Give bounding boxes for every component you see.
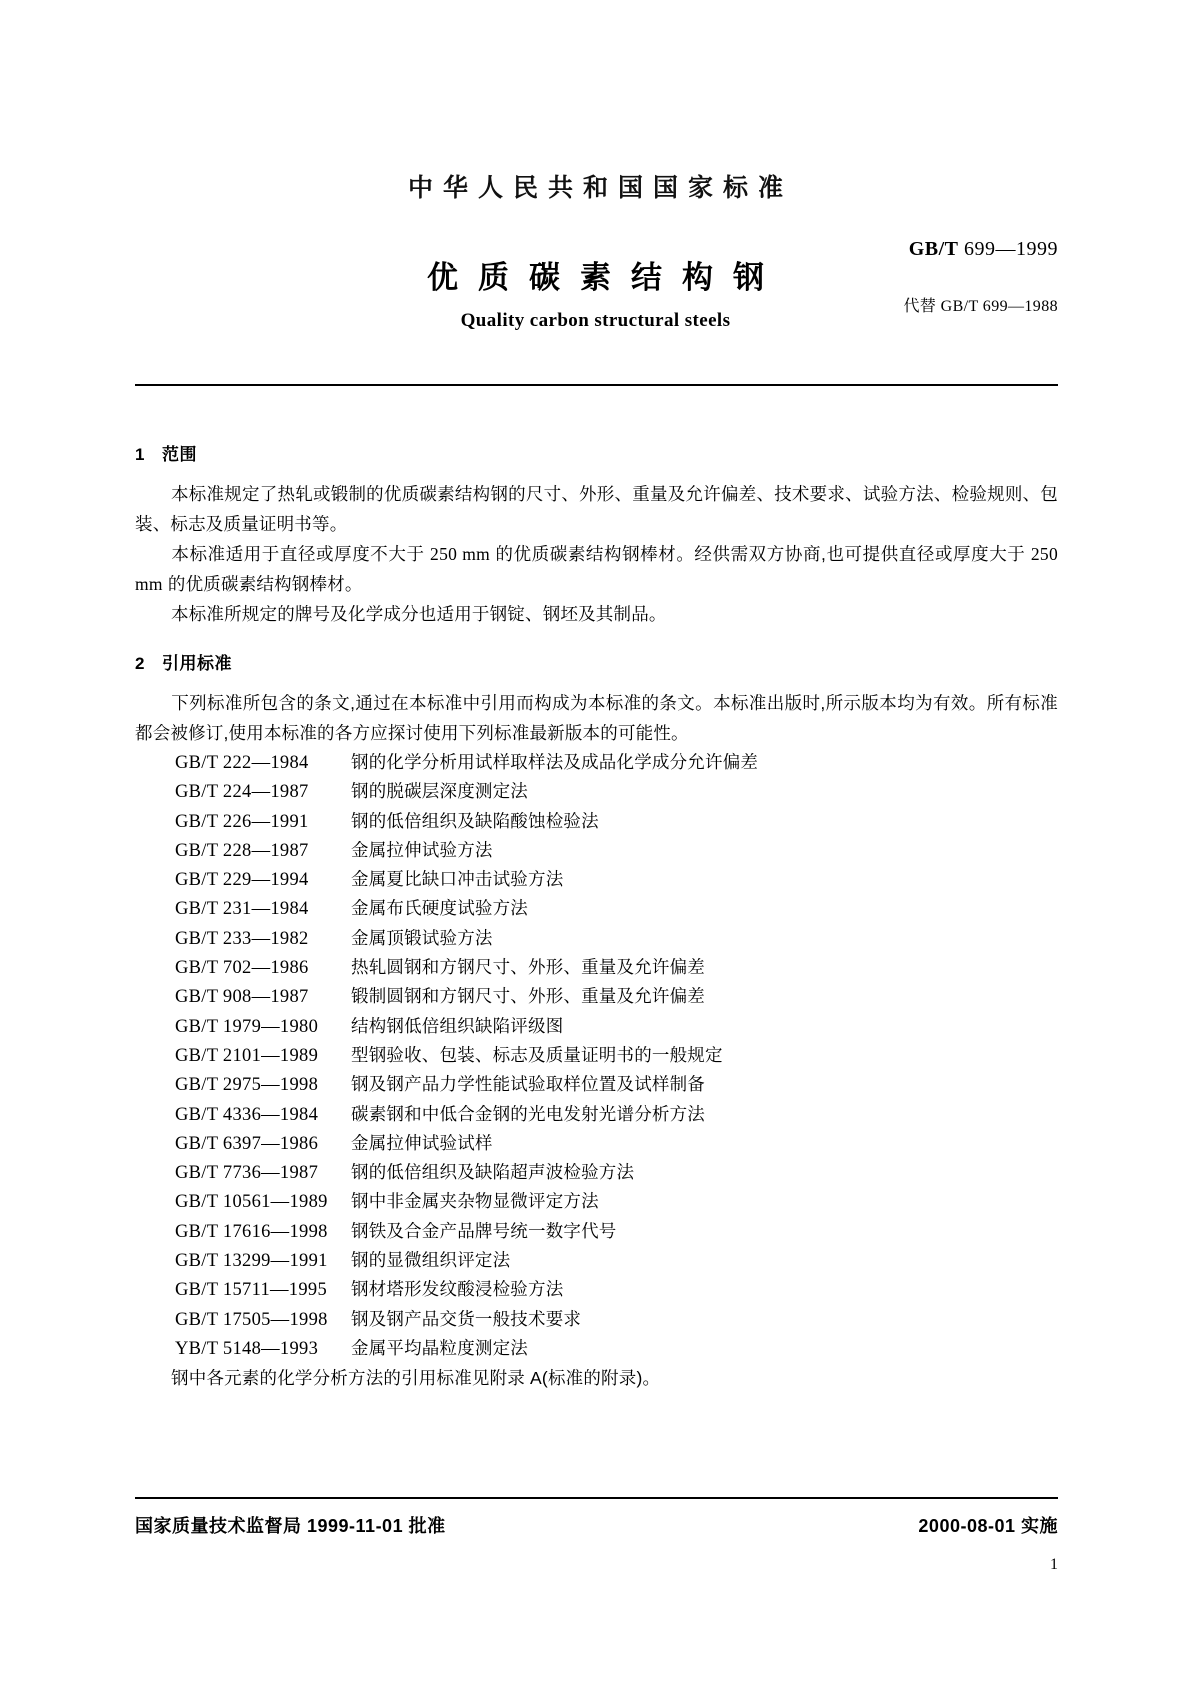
reference-title: 结构钢低倍组织缺陷评级图 [351, 1015, 564, 1036]
reference-code: GB/T 229—1994 [175, 870, 309, 891]
reference-title: 金属平均晶粒度测定法 [351, 1337, 528, 1358]
clause-1-paragraph-2-part-a: 本标准适用于直径或厚度不大于 [171, 544, 431, 564]
reference-title: 钢中非金属夹杂物显微评定方法 [351, 1191, 599, 1212]
national-standard-label: 中华人民共和国国家标准 [407, 174, 793, 202]
reference-title: 钢及钢产品力学性能试验取样位置及试样制备 [351, 1074, 705, 1095]
clause-2-paragraph-1-text: 下列标准所包含的条文,通过在本标准中引用而构成为本标准的条文。本标准出版时,所示版本均为有效。所有标准都会被修订,使用本标准的各方应探讨使用下列标准最新版本的可能性。 [135, 693, 1058, 743]
reference-title: 金属夏比缺口冲击试验方法 [351, 869, 564, 890]
reference-title: 金属布氏硬度试验方法 [351, 898, 528, 919]
reference-code: GB/T 2975—1998 [175, 1075, 319, 1096]
clause-1-paragraph-1-text: 本标准规定了热轧或锻制的优质碳素结构钢的尺寸、外形、重量及允许偏差、技术要求、试验方法、检验规则、包装、标志及质量证明书等。 [135, 484, 1058, 534]
footer-divider [135, 1497, 1058, 1499]
reference-code: GB/T 17505—1998 [175, 1309, 328, 1330]
list-item [135, 836, 1058, 865]
reference-title: 钢的低倍组织及缺陷酸蚀检验法 [351, 810, 599, 831]
reference-title: 金属拉伸试验方法 [351, 839, 493, 860]
reference-code: GB/T 228—1987 [175, 840, 309, 861]
reference-code: GB/T 233—1982 [175, 928, 309, 949]
reference-code: GB/T 7736—1987 [175, 1163, 319, 1184]
reference-code: GB/T 4336—1984 [175, 1104, 319, 1125]
footer-approval-text: 国家质量技术监督局 1999-11-01 批准 [135, 1516, 446, 1536]
section-spacer [135, 629, 1058, 649]
list-item [135, 807, 1058, 836]
document-body [135, 440, 1058, 1393]
reference-code: GB/T 1979—1980 [175, 1016, 319, 1037]
standard-code-prefix: GB/T [908, 238, 959, 260]
list-item [135, 865, 1058, 894]
reference-title: 钢及钢产品交货一般技术要求 [351, 1308, 582, 1329]
reference-title: 钢的化学分析用试样取样法及成品化学成分允许偏差 [351, 752, 759, 772]
reference-title: 钢材塔形发纹酸浸检验方法 [351, 1279, 564, 1300]
list-item [135, 894, 1058, 923]
referenced-standards-list [135, 748, 1058, 1363]
reference-code: GB/T 222—1984 [175, 753, 309, 773]
clause-2-number: 2 [135, 654, 145, 673]
list-item [135, 1070, 1058, 1099]
list-item [135, 1187, 1058, 1216]
list-item [135, 1305, 1058, 1334]
page-title-english: Quality carbon structural steels [460, 310, 731, 331]
page-number: 1 [1050, 1556, 1058, 1573]
reference-title: 热轧圆钢和方钢尺寸、外形、重量及允许偏差 [351, 957, 705, 978]
clause-1-number: 1 [135, 445, 145, 464]
list-item [135, 953, 1058, 982]
reference-code: GB/T 908—1987 [175, 987, 309, 1008]
reference-title: 型钢验收、包装、标志及质量证明书的一般规定 [351, 1044, 723, 1065]
list-item [135, 1041, 1058, 1070]
standard-code-number: 699—1999 [958, 238, 1058, 260]
list-item [135, 1246, 1058, 1275]
reference-code: GB/T 702—1986 [175, 958, 309, 979]
standard-code [909, 238, 1058, 261]
clause-1-title: 范围 [162, 445, 197, 464]
dimension-value-2: 250 mm [135, 544, 1058, 594]
list-item [135, 1158, 1058, 1187]
list-item [135, 1129, 1058, 1158]
clause-1-paragraph-3 [135, 599, 1058, 629]
reference-title: 钢的脱碳层深度测定法 [351, 781, 528, 802]
reference-code: GB/T 6397—1986 [175, 1133, 319, 1154]
clause-1-paragraph-3-text: 本标准所规定的牌号及化学成分也适用于钢锭、钢坯及其制品。 [171, 604, 667, 624]
header-divider [135, 384, 1058, 386]
list-item [135, 924, 1058, 953]
clause-1-heading [135, 440, 1058, 465]
reference-title: 钢的显微组织评定法 [351, 1250, 511, 1271]
list-item [135, 748, 1058, 777]
list-item [135, 1217, 1058, 1246]
reference-code: GB/T 15711—1995 [175, 1280, 327, 1301]
list-item [135, 1012, 1058, 1041]
reference-tail-note: 钢中各元素的化学分析方法的引用标准见附录 A(标准的附录)。 [171, 1368, 661, 1389]
reference-code: GB/T 13299—1991 [175, 1251, 328, 1272]
reference-title: 金属拉伸试验试样 [351, 1132, 493, 1153]
standard-replaces-label: 代替 GB/T 699—1988 [903, 298, 1058, 315]
reference-title: 钢的低倍组织及缺陷超声波检验方法 [351, 1162, 635, 1183]
clause-2-title: 引用标准 [162, 654, 232, 673]
reference-title: 金属顶锻试验方法 [351, 927, 493, 948]
reference-code: GB/T 10561—1989 [175, 1192, 328, 1213]
list-item [135, 1334, 1058, 1363]
reference-title: 锻制圆钢和方钢尺寸、外形、重量及允许偏差 [351, 986, 705, 1007]
page-title: 优质碳素结构钢 [427, 260, 784, 295]
reference-code: GB/T 17616—1998 [175, 1221, 328, 1242]
list-item [135, 1100, 1058, 1129]
reference-code: GB/T 224—1987 [175, 782, 309, 803]
masthead [0, 168, 1191, 204]
list-item [135, 777, 1058, 806]
clause-1-paragraph-2 [135, 539, 1058, 599]
list-item [135, 982, 1058, 1011]
clause-1-paragraph-2-part-e: 的优质碳素结构钢棒材。 [162, 574, 363, 594]
clause-2-paragraph-1 [135, 688, 1058, 748]
reference-code: GB/T 231—1984 [175, 899, 309, 920]
clause-1-paragraph-1 [135, 479, 1058, 539]
clause-1-paragraph-2-part-c: 的优质碳素结构钢棒材。经供需双方协商,也可提供直径或厚度大于 [490, 544, 1031, 564]
dimension-value-1: 250 mm [430, 544, 491, 564]
reference-code: YB/T 5148—1993 [175, 1338, 319, 1359]
reference-code: GB/T 2101—1989 [175, 1045, 319, 1066]
footer-implementation-text: 2000-08-01 实施 [918, 1516, 1058, 1536]
list-item [135, 1275, 1058, 1304]
reference-code: GB/T 226—1991 [175, 811, 309, 832]
reference-title: 碳素钢和中低合金钢的光电发射光谱分析方法 [351, 1103, 705, 1124]
clause-2-heading [135, 649, 1058, 674]
reference-title: 钢铁及合金产品牌号统一数字代号 [351, 1220, 617, 1241]
